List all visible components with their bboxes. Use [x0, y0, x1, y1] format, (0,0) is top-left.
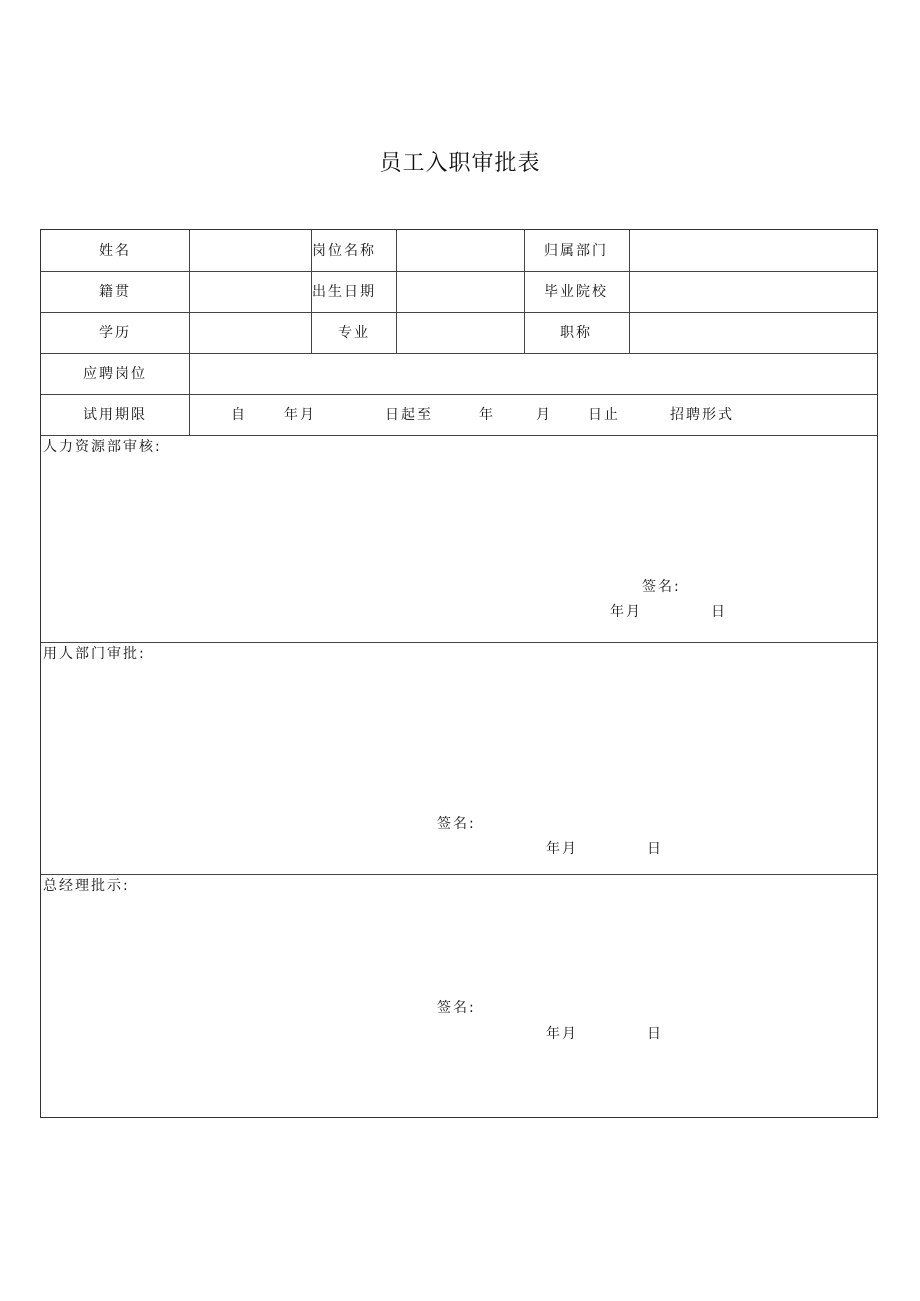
hire-type-label: 招聘形式	[670, 407, 734, 423]
origin-field[interactable]	[190, 272, 311, 312]
dept-sign-label: 签名:	[437, 816, 476, 832]
applied-position-field[interactable]	[190, 354, 878, 394]
row-divider	[41, 394, 877, 395]
hr-year-month-text: 年月	[610, 604, 642, 620]
dept-approval-label: 用人部门审批:	[43, 646, 146, 662]
major-label: 专业	[338, 325, 370, 341]
hr-review-label: 人力资源部审核:	[43, 439, 162, 455]
origin-label: 籍贯	[99, 284, 131, 300]
probation-from-text: 自	[231, 407, 247, 423]
probation-month-text: 月	[536, 407, 552, 423]
gm-approval-label: 总经理批示:	[43, 878, 130, 894]
job-title-label: 职称	[560, 325, 592, 341]
job-title-field[interactable]	[630, 313, 878, 353]
gm-day-text: 日	[647, 1026, 663, 1042]
hr-review-section[interactable]	[41, 436, 878, 642]
probation-day-until-text: 日起至	[385, 407, 433, 423]
column-divider	[524, 230, 525, 353]
hr-sign-label: 签名:	[642, 579, 681, 595]
school-field[interactable]	[630, 272, 878, 312]
major-field[interactable]	[397, 313, 524, 353]
birth-date-field[interactable]	[397, 272, 524, 312]
gm-sign-label: 签名:	[437, 1000, 476, 1016]
dept-year-month-text: 年月	[546, 841, 578, 857]
probation-label: 试用期限	[83, 407, 147, 423]
hr-day-text: 日	[711, 604, 727, 620]
position-label: 岗位名称	[312, 243, 376, 259]
name-field[interactable]	[190, 230, 311, 271]
dept-day-text: 日	[647, 841, 663, 857]
applied-position-label: 应聘岗位	[83, 366, 147, 382]
education-label: 学历	[99, 325, 131, 341]
department-label: 归属部门	[544, 243, 608, 259]
gm-approval-section[interactable]	[41, 875, 878, 1118]
name-label: 姓名	[99, 243, 131, 259]
approval-form-table	[40, 229, 878, 1118]
position-field[interactable]	[397, 230, 524, 271]
gm-year-month-text: 年月	[546, 1026, 578, 1042]
dept-approval-section[interactable]	[41, 643, 878, 874]
probation-year-text: 年	[479, 407, 495, 423]
education-field[interactable]	[190, 313, 311, 353]
department-field[interactable]	[630, 230, 878, 271]
birth-date-label: 出生日期	[312, 284, 376, 300]
school-label: 毕业院校	[544, 284, 608, 300]
probation-year-month-text: 年月	[284, 407, 316, 423]
form-title: 员工入职审批表	[379, 151, 541, 176]
probation-day-end-text: 日止	[588, 407, 620, 423]
